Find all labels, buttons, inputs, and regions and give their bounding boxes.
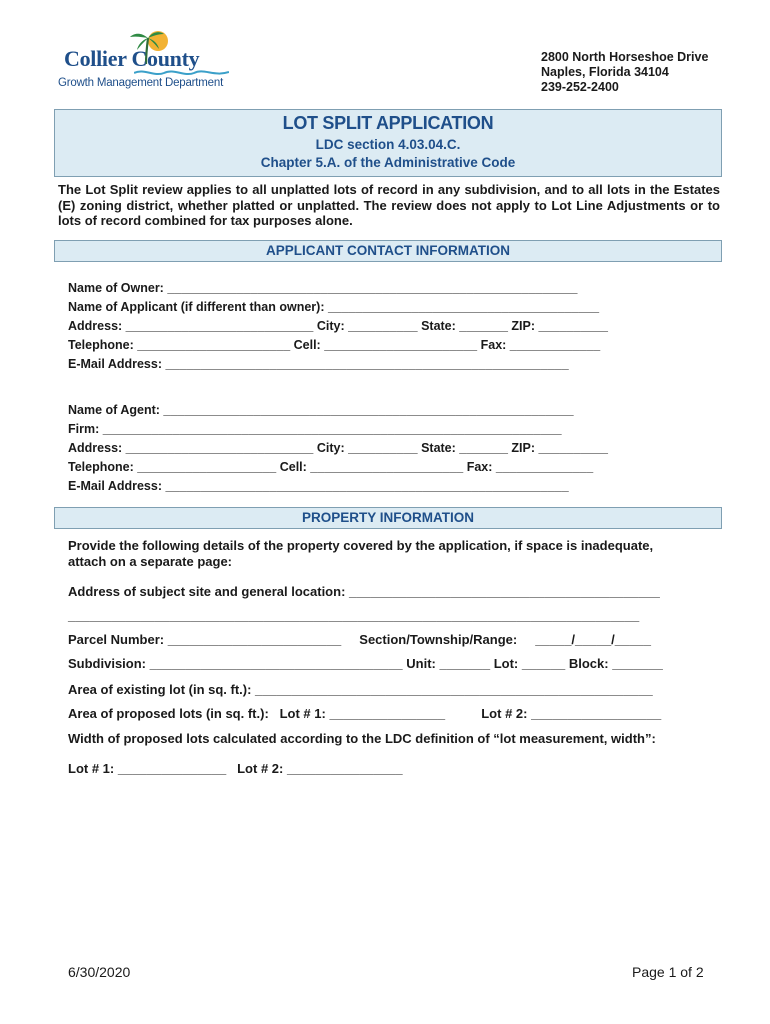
agent-name-field[interactable]: Name of Agent: ___________________________________________________________ bbox=[68, 403, 574, 417]
form-subtitle-ldc: LDC section 4.03.04.C. bbox=[315, 137, 461, 152]
agent-address-field[interactable]: Address: ___________________________ City: __________ State: _______ ZIP: __________ bbox=[68, 441, 609, 455]
form-title: LOT SPLIT APPLICATION bbox=[282, 113, 494, 133]
intro-paragraph: The Lot Split review applies to all unplatted lots of record in any subdivision, and to all lots in the Estates (E) zoning district, whether platted or unplatted. The review does not apply to Lot Line Adjustments or to lots of record combined for tax purposes alone. bbox=[58, 182, 720, 228]
proposed-lot-area-field[interactable]: Area of proposed lots (in sq. ft.): Lot # 1: ________________ Lot # 2: __________________ bbox=[68, 706, 662, 721]
address-city: Naples, Florida 34104 bbox=[541, 65, 669, 79]
lot-width-field[interactable]: Lot # 1: _______________ Lot # 2: ________________ bbox=[68, 761, 403, 776]
address-street: 2800 North Horseshoe Drive bbox=[541, 50, 709, 64]
property-instructions-line1: Provide the following details of the property covered by the application, if space is inadequate, bbox=[68, 538, 654, 553]
property-instructions-line2: attach on a separate page: bbox=[68, 554, 232, 569]
owner-email-field[interactable]: E-Mail Address: __________________________________________________________ bbox=[68, 357, 569, 371]
existing-lot-area-field[interactable]: Area of existing lot (in sq. ft.): _______________________________________________________ bbox=[68, 682, 653, 697]
office-address bbox=[541, 50, 708, 95]
owner-address-field[interactable]: Address: ___________________________ City: __________ State: _______ ZIP: __________ bbox=[68, 319, 609, 333]
agent-email-field[interactable]: E-Mail Address: __________________________________________________________ bbox=[68, 479, 569, 493]
agent-firm-field[interactable]: Firm: __________________________________________________________________ bbox=[68, 422, 562, 436]
owner-telephone-field[interactable]: Telephone: ______________________ Cell: ______________________ Fax: _____________ bbox=[68, 338, 601, 352]
site-address-continued-field[interactable]: _______________________________________________________________________________ bbox=[68, 608, 640, 623]
address-phone: 239-252-2400 bbox=[541, 80, 619, 94]
logo-department: Growth Management Department bbox=[58, 77, 224, 89]
site-address-field[interactable]: Address of subject site and general location: ___________________________________________ bbox=[68, 584, 660, 599]
logo-name: Collier County bbox=[64, 46, 200, 71]
footer-date: 6/30/2020 bbox=[68, 964, 131, 980]
lot-width-instruction: Width of proposed lots calculated according to the LDC definition of “lot measurement, width”: bbox=[68, 731, 656, 746]
footer-page-number: Page 1 of 2 bbox=[632, 964, 704, 980]
owner-name-field[interactable]: Name of Owner: ___________________________________________________________ bbox=[68, 281, 578, 295]
form-subtitle-chapter: Chapter 5.A. of the Administrative Code bbox=[260, 155, 516, 170]
collier-county-logo bbox=[54, 28, 234, 98]
property-section-heading: PROPERTY INFORMATION bbox=[54, 507, 722, 529]
applicant-section-heading: APPLICANT CONTACT INFORMATION bbox=[54, 240, 722, 262]
applicant-name-field[interactable]: Name of Applicant (if different than owner): _______________________________________ bbox=[68, 300, 600, 314]
parcel-number-field[interactable]: Parcel Number: ________________________ Section/Township/Range: _____/_____/_____ bbox=[68, 632, 651, 647]
subdivision-field[interactable]: Subdivision: ___________________________________ Unit: _______ Lot: ______ Block: _______ bbox=[68, 656, 663, 671]
title-box bbox=[54, 109, 722, 177]
wave-icon bbox=[134, 68, 229, 77]
agent-telephone-field[interactable]: Telephone: ____________________ Cell: ______________________ Fax: ______________ bbox=[68, 460, 594, 474]
